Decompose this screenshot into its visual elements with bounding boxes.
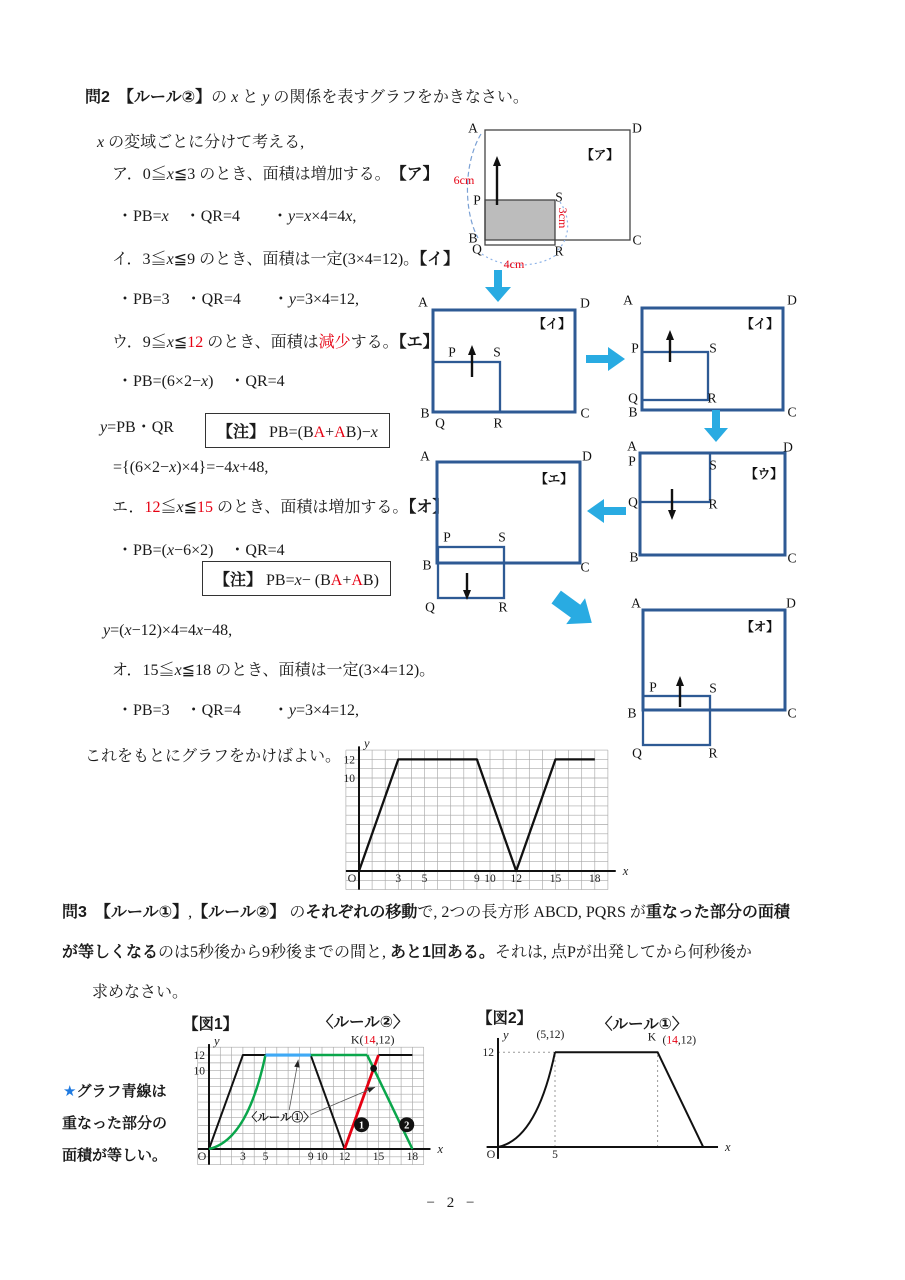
corner-label-q: Q — [628, 494, 638, 510]
note-box-1: 【注】 PB=(BA+AB)−x — [205, 413, 390, 448]
svg-text:9: 9 — [307, 1151, 314, 1163]
corner-label-d: D — [783, 439, 793, 455]
corner-label-d: D — [632, 120, 642, 136]
svg-text:O: O — [486, 1147, 496, 1161]
corner-label-q: Q — [632, 745, 642, 761]
svg-text:10: 10 — [343, 773, 355, 785]
q2-heading: 問2 【ルール②】の x と y の関係を表すグラフをかきなさい。 — [85, 89, 529, 106]
corner-label-c: C — [580, 559, 590, 575]
q3-line-3: 求めなさい。 — [92, 984, 189, 1001]
q2-line-formula-o: ・PB=3 ・QR=4 ・y=3×4=12, — [117, 702, 360, 719]
page-number: − 2 − — [426, 1195, 479, 1211]
corner-label-r: R — [707, 390, 717, 406]
svg-text:1: 1 — [358, 1120, 365, 1132]
corner-label-d: D — [580, 295, 590, 311]
corner-label-r: R — [498, 599, 508, 615]
rule1-curve — [498, 1052, 555, 1147]
corner-label-q: Q — [628, 390, 638, 406]
corner-label-p: P — [448, 344, 456, 360]
fig-a-diagram — [450, 118, 685, 293]
svg-text:O: O — [347, 871, 357, 885]
svg-text:5: 5 — [421, 873, 428, 885]
corner-label-p: P — [473, 192, 481, 208]
corner-label-s: S — [493, 344, 501, 360]
svg-text:10: 10 — [193, 1065, 205, 1078]
q2-line-intro: x の変域ごとに分けて考える, — [97, 134, 305, 151]
q2-line-expand: ={(6×2−x)×4}=−4x+48, — [113, 459, 269, 476]
corner-label-a: A — [631, 595, 641, 611]
corner-label-q: Q — [425, 599, 435, 615]
q2-line-case-o: オ．15≦x≦18 のとき、面積は一定(3×4=12)。 — [112, 662, 436, 679]
corner-label-a: A — [468, 120, 478, 136]
q2-line-y-eq: y=PB・QR — [100, 419, 174, 436]
q2-line-formula-a: ・PB=x ・QR=4 ・y=x×4=4x, — [117, 208, 357, 225]
corner-label-c: C — [787, 404, 797, 420]
q2-line-case-i: イ．3≦x≦9 のとき、面積は一定(3×4=12)。【イ】 — [112, 251, 460, 268]
corner-label-s: S — [555, 189, 563, 205]
answer-graph — [335, 725, 640, 895]
svg-text:3: 3 — [240, 1151, 246, 1163]
corner-label-q: Q — [472, 241, 482, 257]
fig1-note-2: 重なった部分の — [62, 1115, 168, 1132]
corner-label-a: A — [418, 294, 428, 310]
svg-text:12: 12 — [482, 1047, 494, 1060]
corner-label-s: S — [498, 529, 506, 545]
corner-label-q: Q — [435, 415, 445, 431]
q2-line-formula-i: ・PB=3 ・QR=4 ・y=3×4=12, — [117, 291, 360, 308]
dim-3cm: 3cm — [556, 207, 570, 229]
fig2-graph — [475, 1025, 780, 1170]
svg-text:K: K — [647, 1031, 657, 1044]
corner-label-p: P — [443, 529, 451, 545]
svg-text:(14,12): (14,12) — [662, 1034, 697, 1047]
svg-text:5: 5 — [262, 1151, 269, 1163]
svg-text:12: 12 — [193, 1050, 205, 1063]
move-down-arrow-icon — [668, 510, 676, 520]
corner-label-d: D — [787, 292, 797, 308]
corner-label-a: A — [623, 292, 633, 308]
dim-4cm: 4cm — [503, 257, 525, 271]
corner-label-p: P — [628, 453, 636, 469]
fig-tag-u: 【ウ】 — [745, 467, 783, 481]
corner-label-p: P — [631, 340, 639, 356]
q2-line-y-eq2: y=(x−12)×4=4x−48, — [103, 622, 233, 639]
corner-label-d: D — [786, 595, 796, 611]
rect-pqrs — [642, 352, 708, 400]
svg-text:3: 3 — [395, 873, 402, 885]
overlap-shaded-region — [485, 200, 555, 240]
move-up-arrow-icon — [468, 345, 476, 355]
fig-tag-e: 【エ】 — [535, 472, 573, 486]
move-up-arrow-icon — [676, 676, 684, 686]
q2-line-conclusion: これをもとにグラフをかけばよい。 — [85, 748, 342, 765]
fig-i2-diagram — [618, 288, 803, 428]
svg-text:y: y — [214, 1034, 220, 1049]
corner-label-s: S — [709, 680, 717, 696]
corner-label-b: B — [629, 549, 639, 565]
svg-text:5: 5 — [552, 1149, 558, 1161]
corner-label-a: A — [420, 448, 430, 464]
q3-line-1: 問3 【ルール①】,【ルール②】 のそれぞれの移動で, 2つの長方形 ABCD, PQRS が重なった部分の面積 — [62, 904, 790, 921]
corner-label-s: S — [709, 340, 717, 356]
svg-text:y: y — [364, 736, 370, 751]
corner-label-b: B — [420, 405, 430, 421]
q2-line-case-u: ウ．9≦x≦12 のとき、面積は減少する。【エ】 — [112, 334, 439, 351]
svg-text:15: 15 — [549, 873, 562, 885]
move-up-arrow-icon — [666, 330, 674, 340]
svg-text:x: x — [622, 864, 629, 878]
corner-label-b: B — [627, 705, 637, 721]
q2-line-formula-e: ・PB=(x−6×2) ・QR=4 — [117, 542, 285, 559]
q2-line-case-e: エ．12≦x≦15 のとき、面積は増加する。【オ】 — [112, 499, 449, 516]
svg-text:〈ルール①〉: 〈ルール①〉 — [245, 1112, 315, 1125]
svg-text:12: 12 — [510, 873, 522, 885]
corner-label-r: R — [493, 415, 503, 431]
svg-text:O: O — [197, 1149, 207, 1163]
q2-line-case-a: ア．0≦x≦3 のとき、面積は増加する。 【ア】 — [112, 166, 439, 183]
fig2-title: 〈ルール①〉 — [597, 1016, 688, 1033]
fig1-note-1: ★グラフ青線は — [63, 1083, 167, 1100]
svg-text:12: 12 — [338, 1151, 351, 1163]
corner-label-b: B — [628, 404, 638, 420]
corner-label-c: C — [632, 232, 642, 248]
fig1-note-3: 面積が等しい。 — [62, 1147, 168, 1164]
fig1-title: 〈ルール②〉 — [318, 1014, 409, 1031]
flow-arrow-diagonal-icon — [546, 584, 608, 640]
fig-i1-diagram — [420, 295, 600, 440]
rule1-flat-fall — [555, 1052, 703, 1147]
svg-text:18: 18 — [406, 1151, 419, 1163]
fig-tag-o: 【オ】 — [741, 620, 779, 634]
fig-tag-a: 【ア】 — [581, 148, 619, 162]
fig-tag-i: 【イ】 — [533, 317, 571, 331]
q3-line-2: が等しくなるのは5秒後から9秒後までの間と, あと1回ある。それは, 点Pが出発してから何秒後か — [62, 944, 752, 961]
flow-arrow-down-icon — [703, 410, 729, 442]
svg-text:(5,12): (5,12) — [536, 1028, 565, 1041]
corner-label-c: C — [580, 405, 590, 421]
fig2-label: 【図2】 — [477, 1010, 533, 1027]
rect-pqrs — [438, 547, 504, 598]
note-box-2: 【注】 PB=x− (BA+AB) — [202, 561, 391, 596]
fig-o-diagram — [615, 595, 810, 770]
rect-pqrs — [433, 362, 500, 412]
fig1-label: 【図1】 — [183, 1016, 239, 1033]
svg-text:18: 18 — [589, 873, 601, 885]
fig1-graph — [193, 1030, 473, 1175]
corner-label-s: S — [709, 457, 717, 473]
dim-6cm: 6cm — [453, 173, 475, 187]
corner-label-a: A — [627, 438, 637, 454]
svg-text:y: y — [503, 1027, 509, 1042]
svg-text:x: x — [437, 1142, 444, 1156]
svg-text:12: 12 — [343, 754, 355, 767]
corner-label-c: C — [787, 705, 797, 721]
rect-pqrs — [640, 453, 710, 502]
svg-text:15: 15 — [372, 1151, 385, 1163]
corner-label-r: R — [554, 243, 564, 259]
corner-label-b: B — [468, 230, 478, 246]
q2-line-formula-u: ・PB=(6×2−x) ・QR=4 — [117, 373, 285, 390]
fig-u-diagram — [625, 440, 810, 570]
svg-text:9: 9 — [474, 873, 480, 885]
svg-text:10: 10 — [484, 873, 496, 885]
svg-text:10: 10 — [316, 1151, 328, 1163]
svg-text:K(14,12): K(14,12) — [350, 1032, 395, 1047]
corner-label-c: C — [787, 550, 797, 566]
corner-label-p: P — [649, 679, 657, 695]
corner-label-b: B — [422, 557, 432, 573]
rect-pqrs — [643, 696, 710, 745]
fig-tag-i: 【イ】 — [741, 317, 779, 331]
svg-text:x: x — [725, 1140, 731, 1154]
corner-label-d: D — [582, 448, 592, 464]
move-up-arrow-icon — [493, 156, 501, 166]
corner-label-r: R — [708, 745, 718, 761]
svg-text:2: 2 — [404, 1120, 410, 1132]
corner-label-r: R — [708, 496, 718, 512]
